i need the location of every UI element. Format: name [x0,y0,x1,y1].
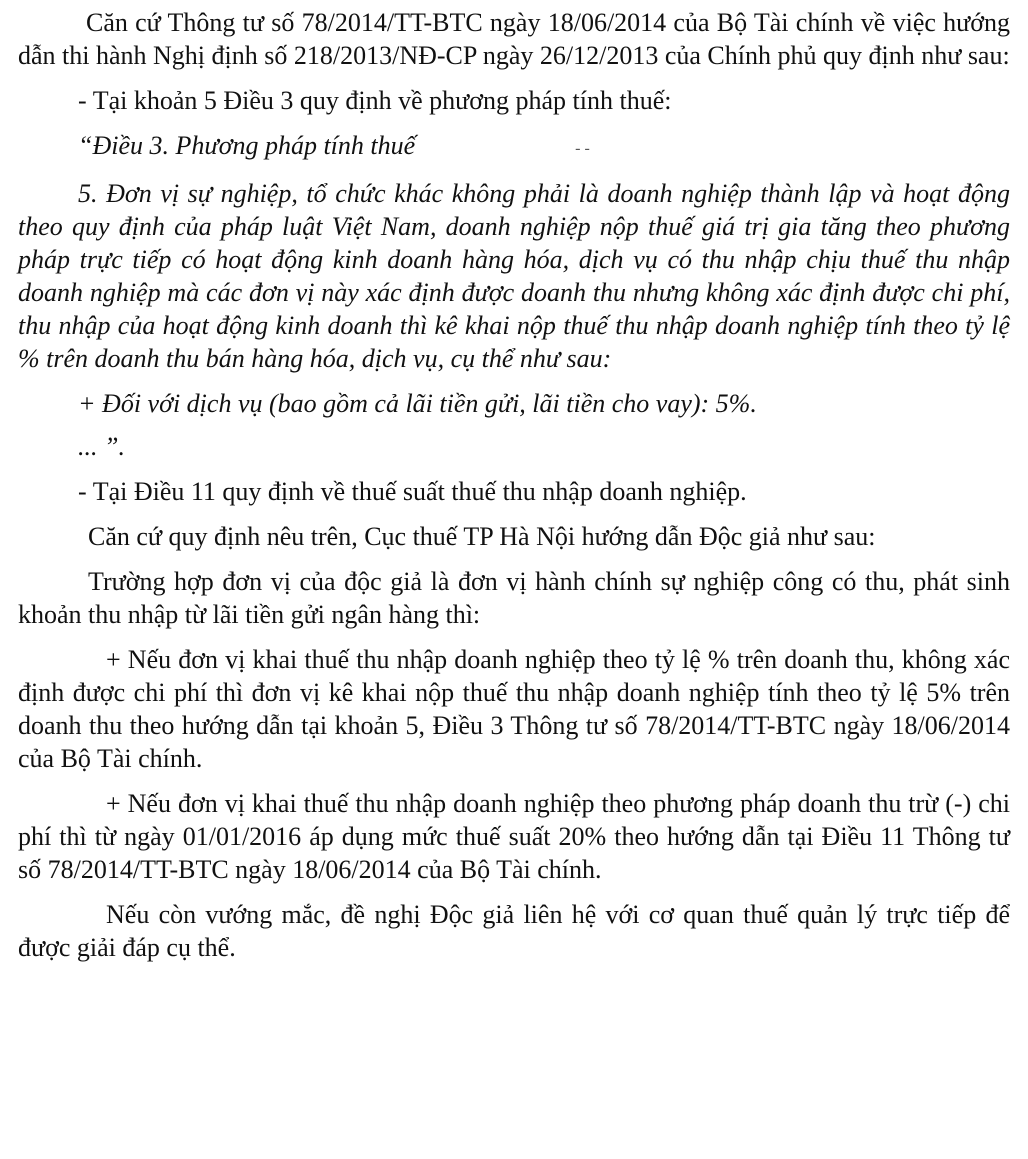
paragraph-legal-basis: Căn cứ Thông tư số 78/2014/TT-BTC ngày 18/06/2014 của Bộ Tài chính về việc hướng dẫn thi hành Nghị định số 218/2013/NĐ-CP ngày 26/12/2013 của Chính phủ quy định như sau: [18,8,1010,70]
paragraph-article-3-heading [18,129,1010,165]
stray-mark: - - [575,139,590,157]
article-3-heading-text: “Điều 3. Phương pháp tính thuế [78,131,416,160]
paragraph-option-revenue-minus-cost: + Nếu đơn vị khai thuế thu nhập doanh nghiệp theo phương pháp doanh thu trừ (-) chi phí thì từ ngày 01/01/2016 áp dụng mức thuế suất 20% theo hướng dẫn tại Điều 11 Thông tư số 78/2014/TT-BTC ngày 18/06/2014 của Bộ Tài chính. [18,788,1010,884]
document-page [18,6,1010,964]
paragraph-services-rate: + Đối với dịch vụ (bao gồm cả lãi tiền gửi, lãi tiền cho vay): 5%. [78,388,757,418]
paragraph-article-3-clause-5: 5. Đơn vị sự nghiệp, tổ chức khác không phải là doanh nghiệp thành lập và hoạt động theo quy định của pháp luật Việt Nam, doanh nghiệp nộp thuế giá trị gia tăng theo phương pháp trực tiếp có hoạt động kinh doanh hàng hóa, dịch vụ có thu nhập chịu thuế thu nhập doanh nghiệp mà các đơn vị này xác định được doanh thu nhưng không xác định được chi phí, thu nhập của hoạt động kinh doanh thì kê khai nộp thuế thu nhập doanh nghiệp tính theo tỷ lệ % trên doanh thu bán hàng hóa, dịch vụ, cụ thể như sau: [18,178,1010,373]
paragraph-option-percentage: + Nếu đơn vị khai thuế thu nhập doanh nghiệp theo tỷ lệ % trên doanh thu, không xác định được chi phí thì đơn vị kê khai nộp thuế thu nhập doanh nghiệp tính theo tỷ lệ 5% trên doanh thu theo hướng dẫn tại khoản 5, Điều 3 Thông tư số 78/2014/TT-BTC ngày 18/06/2014 của Bộ Tài chính. [18,644,1010,773]
paragraph-clause-5-article-3: - Tại khoản 5 Điều 3 quy định về phương pháp tính thuế: [78,86,672,115]
paragraph-quote-end: ... ”. [78,431,125,461]
paragraph-case-description: Trường hợp đơn vị của độc giả là đơn vị hành chính sự nghiệp công có thu, phát sinh khoản thu nhập từ lãi tiền gửi ngân hàng thì: [18,566,1010,629]
paragraph-article-11: - Tại Điều 11 quy định về thuế suất thuế thu nhập doanh nghiệp. [78,476,747,506]
paragraph-guidance-intro: Căn cứ quy định nêu trên, Cục thuế TP Hà Nội hướng dẫn Độc giả như sau: [88,521,876,551]
paragraph-contact: Nếu còn vướng mắc, đề nghị Độc giả liên hệ với cơ quan thuế quản lý trực tiếp để được giải đáp cụ thể. [18,899,1010,962]
